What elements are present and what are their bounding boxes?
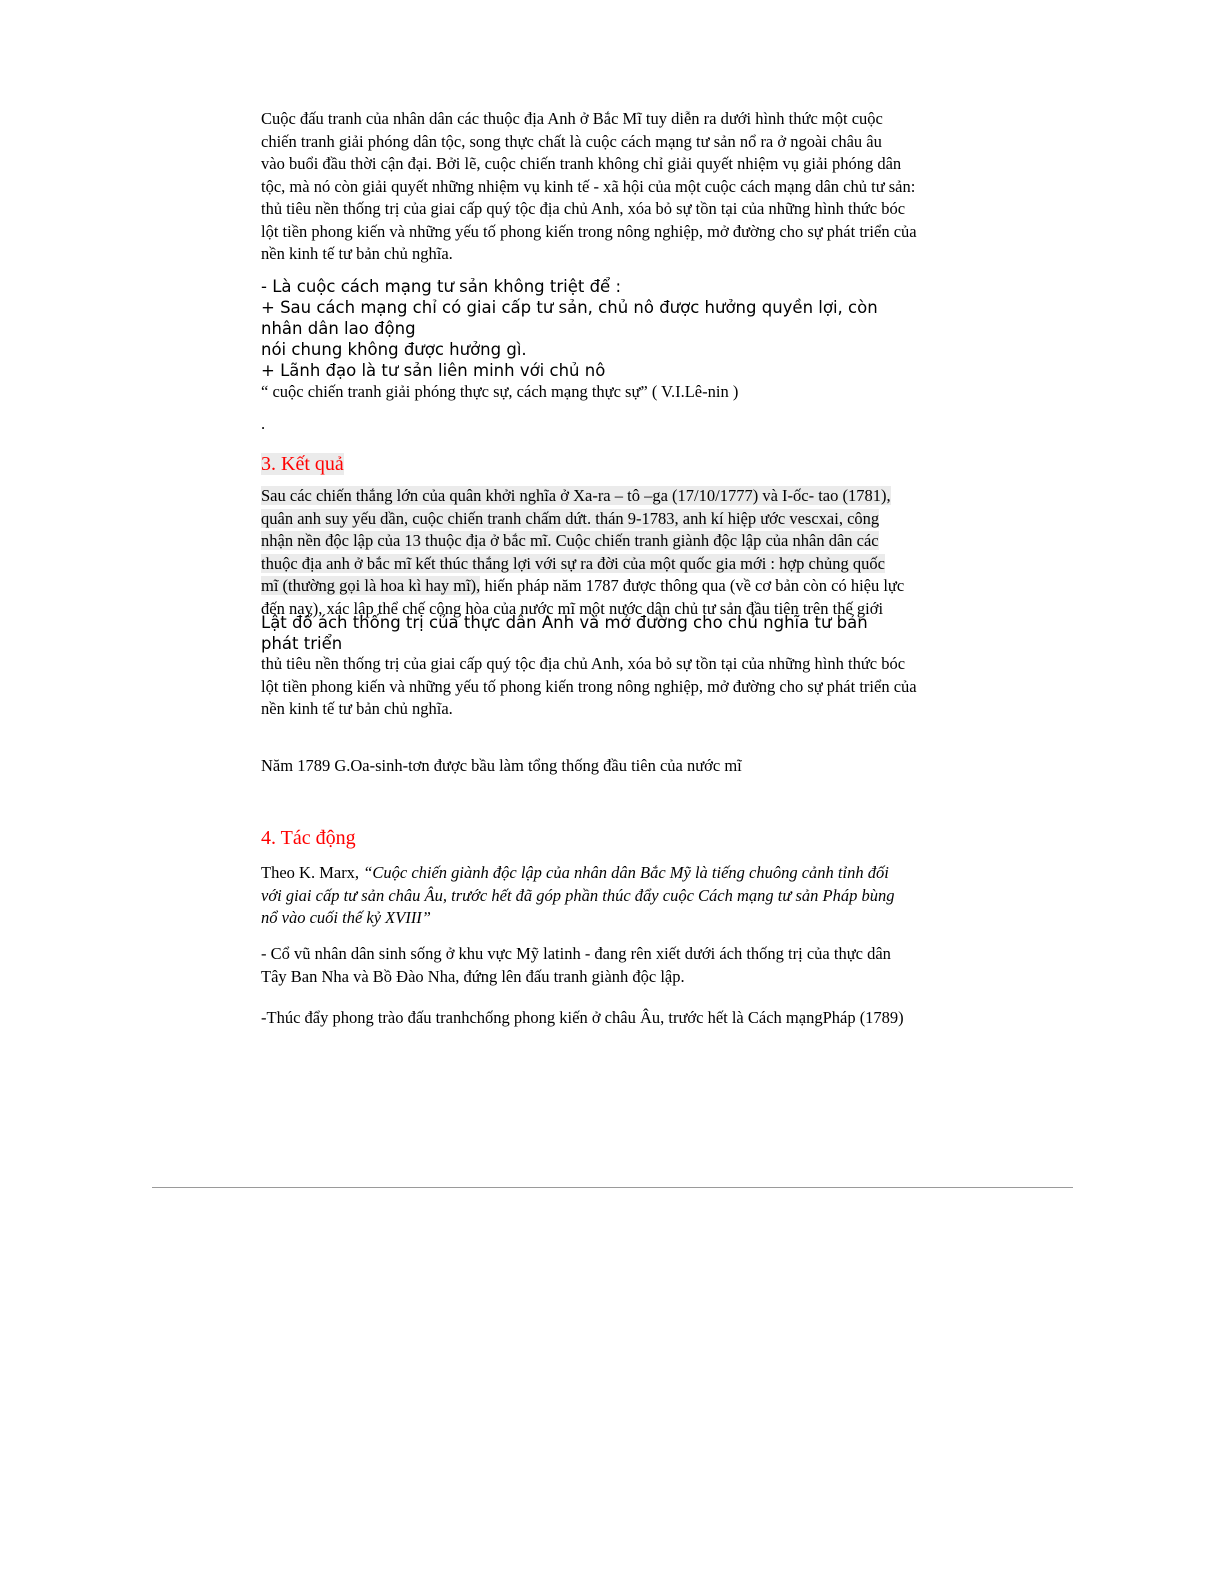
intro-paragraph bbox=[261, 108, 961, 266]
text-line: lột tiền phong kiến và những yếu tố phong kiến trong nông nghiệp, mở đường cho sự phát triển của bbox=[261, 676, 917, 696]
latin-america-paragraph bbox=[261, 943, 961, 988]
text-line: vào buổi đầu thời cận đại. Bởi lẽ, cuộc chiến tranh không chỉ giải quyết nhiệm vụ giải phóng dân bbox=[261, 154, 902, 173]
section-heading-results: 3. Kết quả bbox=[261, 453, 344, 475]
text-line: Cuộc đấu tranh của nhân dân các thuộc địa Anh ở Bắc Mĩ tuy diễn ra dưới hình thức một cuộc bbox=[261, 109, 883, 128]
text-line: chiến tranh giải phóng dân tộc, song thực chất là cuộc cách mạng tư sản nổ ra ở ngoài châu âu bbox=[261, 131, 882, 151]
section-heading-impact: 4. Tác động bbox=[261, 827, 356, 849]
text-line: mĩ (thường gọi là hoa kì hay mĩ), hiến pháp năm 1787 được thông qua (về cơ bản còn có hiệu lực bbox=[261, 576, 905, 595]
limitations-list bbox=[261, 276, 961, 381]
lenin-quote: “ cuộc chiến tranh giải phóng thực sự, cách mạng thực sự” ( V.I.Lê-nin ) bbox=[261, 382, 739, 401]
text-line: Theo K. Marx, “Cuộc chiến giành độc lập của nhân dân Bắc Mỹ là tiếng chuông cảnh tỉnh đối bbox=[261, 863, 889, 882]
limitation-line: nói chung không được hưởng gì. bbox=[261, 340, 527, 359]
text-line: quân anh suy yếu dần, cuộc chiến tranh chấm dứt. thán 9-1783, anh kí hiệp ước vescxai, công bbox=[261, 508, 880, 528]
limitation-line: + Lãnh đạo là tư sản liên minh với chủ nô bbox=[261, 361, 606, 380]
marx-quote-paragraph bbox=[261, 862, 961, 930]
summary-line: phát triển bbox=[261, 634, 343, 653]
text-line: thủ tiêu nền thống trị của giai cấp quý tộc địa chủ Anh, xóa bỏ sự tồn tại của những hình thức bóc bbox=[261, 654, 906, 673]
stray-dot: . bbox=[261, 414, 266, 433]
text-line: nền kinh tế tư bản chủ nghĩa. bbox=[261, 244, 453, 263]
text-line: nhận nền độc lập của 13 thuộc địa ở bắc mĩ. Cuộc chiến tranh giành độc lập của nhân dân các bbox=[261, 531, 879, 550]
summary-line: Lật đổ ách thống trị của thực dân Anh và mở đường cho chủ nghĩa tư bản bbox=[261, 613, 868, 632]
results-paragraph bbox=[261, 485, 961, 620]
limitation-line: nhân dân lao động bbox=[261, 319, 416, 338]
results-after-paragraph bbox=[261, 653, 961, 721]
text-line: - Cổ vũ nhân dân sinh sống ở khu vực Mỹ latinh - đang rên xiết dưới ách thống trị của thực dân bbox=[261, 944, 891, 963]
text-line: đến nay), xác lập thể chế cộng hòa của nước mĩ một nước dân chủ tư sản đầu tiên trên thế giới bbox=[261, 598, 884, 618]
france-paragraph bbox=[261, 1007, 961, 1030]
text-line: nổ vào cuối thế kỷ XVIII” bbox=[261, 908, 431, 927]
text-line: Tây Ban Nha và Bồ Đào Nha, đứng lên đấu tranh giành độc lập. bbox=[261, 966, 685, 986]
limitation-line: + Sau cách mạng chỉ có giai cấp tư sản, chủ nô được hưởng quyền lợi, còn bbox=[261, 298, 878, 317]
text-line: Sau các chiến thắng lớn của quân khởi nghĩa ở Xa-ra – tô –ga (17/10/1777) và I-ốc- tao (1781), bbox=[261, 486, 891, 505]
text-line: với giai cấp tư sản châu Âu, trước hết đã góp phần thúc đẩy cuộc Cách mạng tư sản Pháp bùng bbox=[261, 885, 895, 905]
text-line: -Thúc đẩy phong trào đấu tranhchống phong kiến ở châu Âu, trước hết là Cách mạngPháp (1789) bbox=[261, 1008, 904, 1027]
text-line: thủ tiêu nền thống trị của giai cấp quý tộc địa chủ Anh, xóa bỏ sự tồn tại của những hình thức bóc bbox=[261, 199, 906, 218]
text-line: thuộc địa anh ở bắc mĩ kết thúc thắng lợi với sự ra đời của một quốc gia mới : hợp chủng quốc bbox=[261, 553, 885, 573]
results-summary bbox=[261, 612, 961, 654]
page-divider bbox=[152, 1187, 1073, 1188]
text-line: lột tiền phong kiến và những yếu tố phong kiến trong nông nghiệp, mở đường cho sự phát triển của bbox=[261, 221, 917, 241]
text-line: nền kinh tế tư bản chủ nghĩa. bbox=[261, 699, 453, 718]
washington-line: Năm 1789 G.Oa-sinh-tơn được bầu làm tổng thống đầu tiên của nước mĩ bbox=[261, 756, 742, 775]
text-line: tộc, mà nó còn giải quyết những nhiệm vụ kinh tế - xã hội của một cuộc cách mạng dân chủ tư sản: bbox=[261, 176, 916, 196]
limitation-line: - Là cuộc cách mạng tư sản không triệt để : bbox=[261, 277, 622, 296]
